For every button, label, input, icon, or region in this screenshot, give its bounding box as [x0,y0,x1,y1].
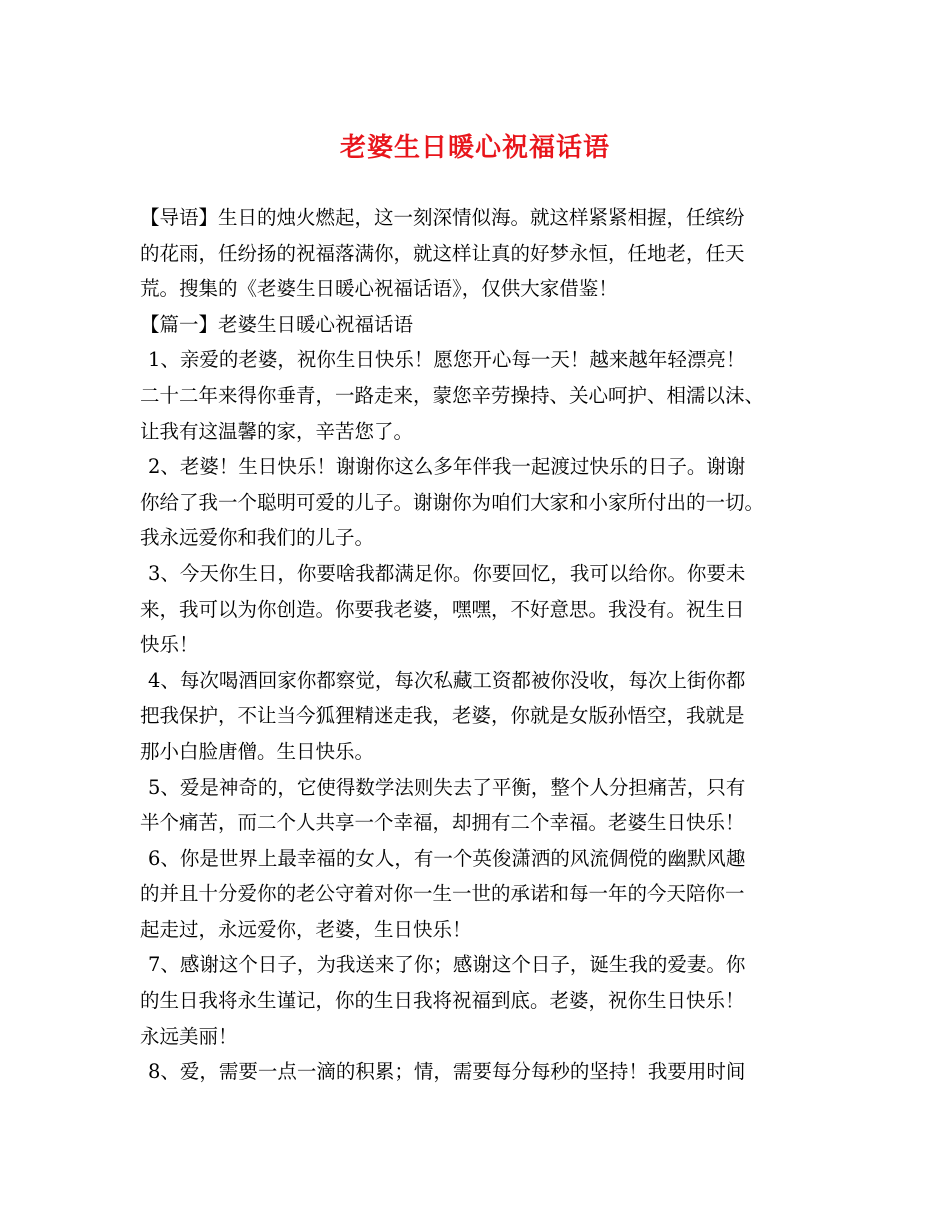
body-line: 来，我可以为你创造。你要我老婆，嘿嘿，不好意思。我没有。祝生日 [140,597,745,621]
document-title: 老婆生日暖心祝福话语 [339,133,610,163]
body-line: 2、老婆！生日快乐！谢谢你这么多年伴我一起渡过快乐的日子。谢谢 [148,455,746,479]
body-line: 那小白脸唐僧。生日快乐。 [140,739,375,763]
body-line: 快乐！ [140,633,199,657]
body-line: 二十二年来得你垂青，一路走来，蒙您辛劳操持、关心呵护、相濡以沫、 [140,383,765,407]
body-line: 4、每次喝酒回家你都察觉，每次私藏工资都被你没收，每次上街你都 [148,668,746,692]
body-line: 荒。搜集的《老婆生日暖心祝福话语》，仅供大家借鉴！ [140,277,618,301]
body-line: 把我保护，不让当今狐狸精迷走我，老婆，你就是女版孙悟空，我就是 [140,704,745,728]
body-line: 【篇一】老婆生日暖心祝福话语 [140,312,414,336]
body-line: 6、你是世界上最幸福的女人，有一个英俊潇洒的风流倜傥的幽默风趣 [148,846,746,870]
body-line: 1、亲爱的老婆，祝你生日快乐！愿您开心每一天！越来越年轻漂亮！ [148,348,746,372]
body-line: 半个痛苦，而二个人共享一个幸福，却拥有二个幸福。老婆生日快乐！ [140,811,745,835]
body-line: 让我有这温馨的家，辛苦您了。 [140,419,414,443]
document-body [140,200,830,1090]
body-line: 起走过，永远爱你，老婆，生日快乐！ [140,917,472,941]
body-line: 的并且十分爱你的老公守着对你一生一世的承诺和每一年的今天陪你一 [140,882,745,906]
body-line: 的生日我将永生谨记，你的生日我将祝福到底。老婆，祝你生日快乐！ [140,989,745,1013]
body-line: 3、今天你生日，你要啥我都满足你。你要回忆，我可以给你。你要未 [148,561,746,585]
body-line: 5、爱是神奇的，它使得数学法则失去了平衡，整个人分担痛苦，只有 [148,775,746,799]
body-line: 你给了我一个聪明可爱的儿子。谢谢你为咱们大家和小家所付出的一切。 [140,490,765,514]
body-line: 永远美丽！ [140,1024,238,1048]
body-line: 【导语】生日的烛火燃起，这一刻深情似海。就这样紧紧相握，任缤纷 [140,206,745,229]
body-line: 7、感谢这个日子，为我送来了你；感谢这个日子，诞生我的爱妻。你 [148,953,746,977]
body-line: 8、爱，需要一点一滴的积累；情，需要每分每秒的坚持！我要用时间 [148,1060,746,1084]
body-line: 的花雨，任纷扬的祝福落满你，就这样让真的好梦永恒，任地老，任天 [140,241,745,265]
body-line: 我永远爱你和我们的儿子。 [140,526,375,550]
